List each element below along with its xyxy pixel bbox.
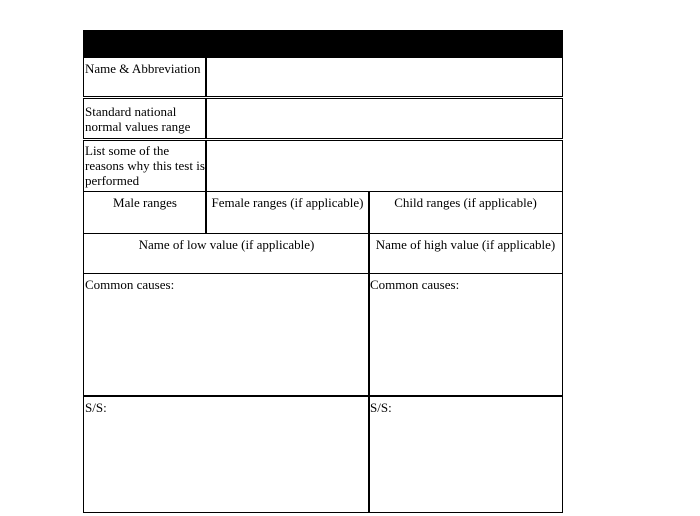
female-ranges-cell[interactable]: Female ranges (if applicable) <box>205 191 370 234</box>
high-value-cell[interactable]: Name of high value (if applicable) <box>368 233 563 274</box>
form-header-bar <box>83 30 563 58</box>
reasons-label: List some of the reasons why this test is performed <box>83 140 207 192</box>
name-abbreviation-field[interactable] <box>205 57 563 97</box>
child-ranges-cell[interactable]: Child ranges (if applicable) <box>368 191 563 234</box>
normal-range-label: Standard national normal values range <box>83 98 207 139</box>
low-common-causes-cell[interactable]: Common causes: <box>83 273 370 397</box>
high-ss-cell[interactable]: S/S: <box>368 395 563 513</box>
male-ranges-cell[interactable]: Male ranges <box>83 191 207 234</box>
low-value-cell[interactable]: Name of low value (if applicable) <box>83 233 370 274</box>
normal-range-field[interactable] <box>205 98 563 139</box>
low-ss-cell[interactable]: S/S: <box>83 395 370 513</box>
high-common-causes-cell[interactable]: Common causes: <box>368 273 563 397</box>
reasons-field[interactable] <box>205 140 563 192</box>
name-abbreviation-label: Name & Abbreviation <box>83 57 207 97</box>
